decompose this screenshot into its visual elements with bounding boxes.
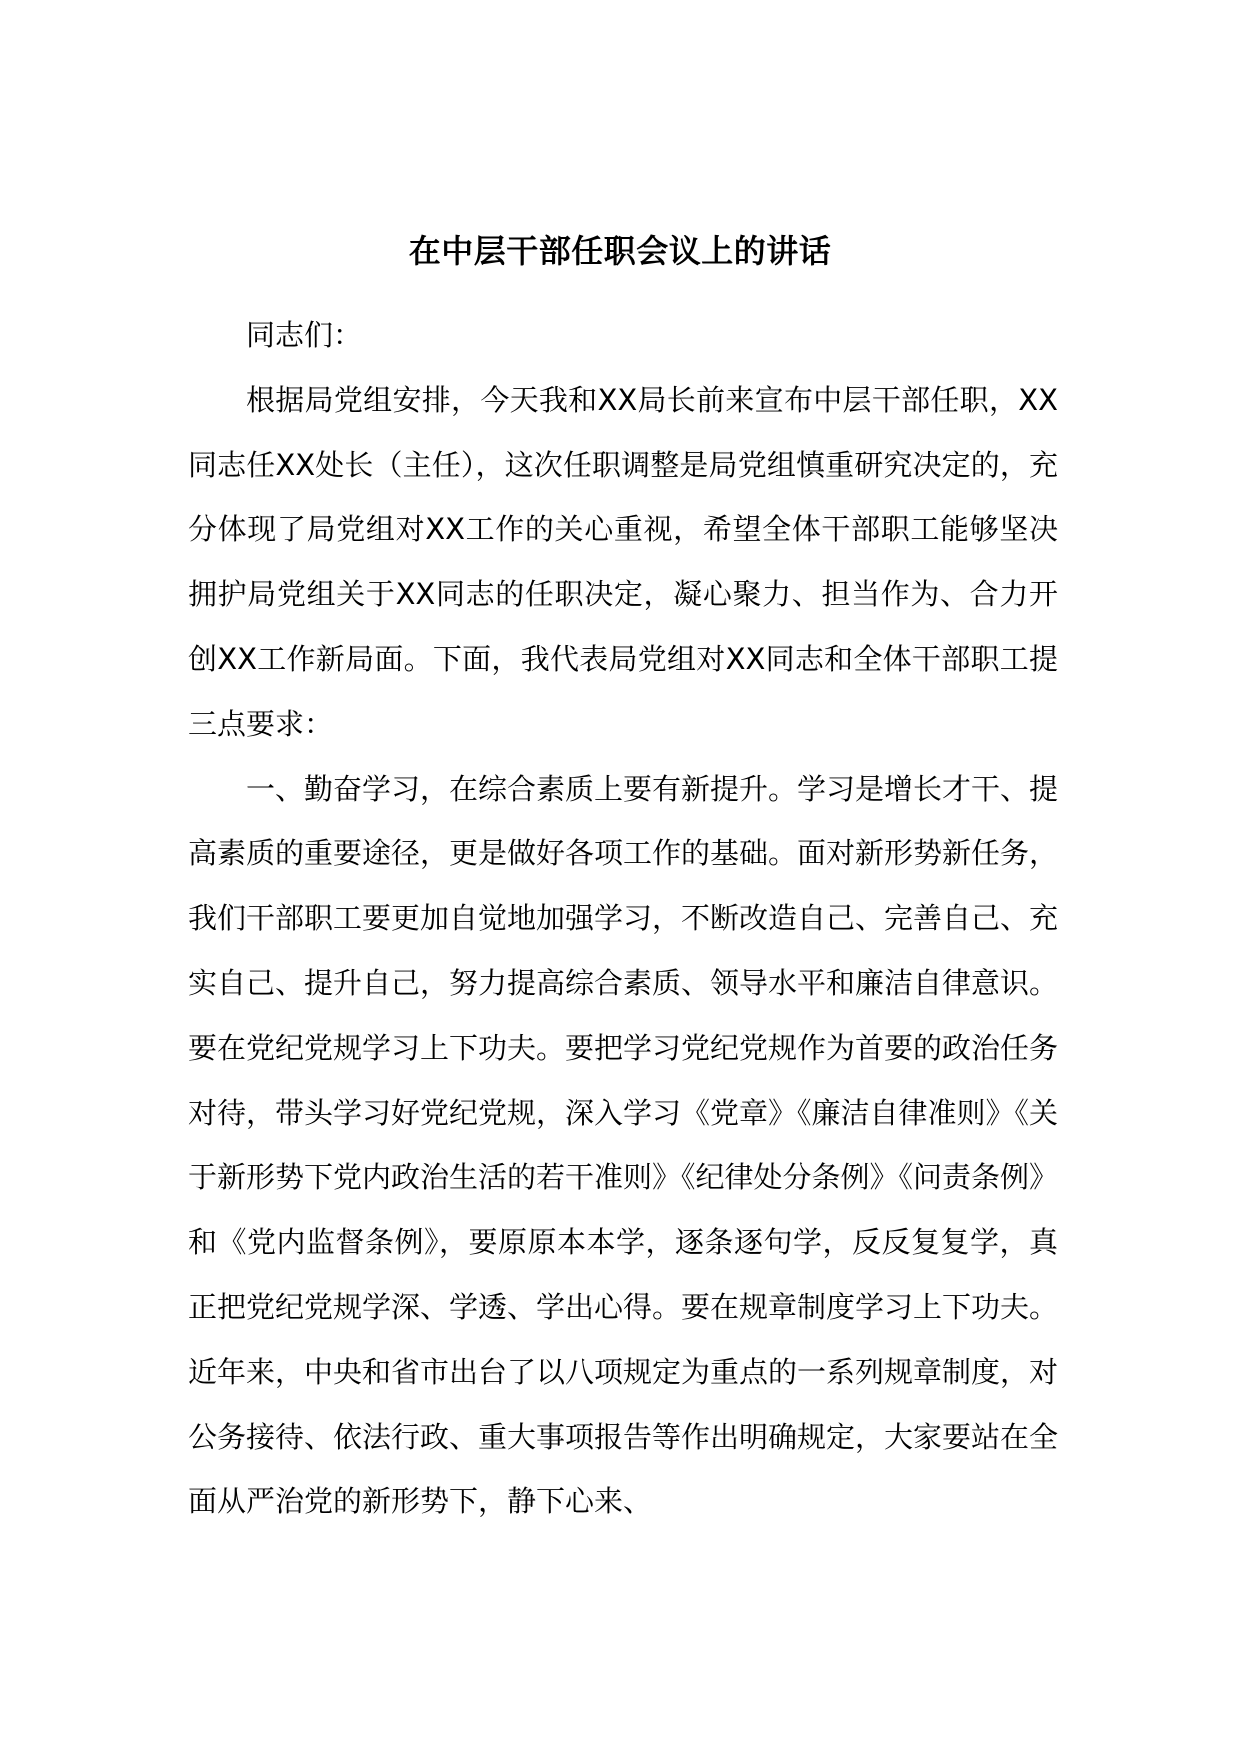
salutation: 同志们：: [246, 318, 363, 352]
paragraph-intro: 根据局党组安排，今天我和XX局长前来宣布中层干部任职，XX同志任XX处长（主任），这次任职调整是局党组慎重研究决定的，充分体现了局党组对XX工作的关心重视，希望全体干部职工能够坚决拥护局党组关于XX同志的任职决定，凝心聚力、担当作为、合力开创XX工作新局面。下面，我代表局党组对XX同志和全体干部职工提三点要求：: [188, 382, 1058, 741]
paragraph-point-one: 一、勤奋学习，在综合素质上要有新提升。学习是增长才干、提高素质的重要途径，更是做好各项工作的基础。面对新形势新任务，我们干部职工要更加自觉地加强学习，不断改造自己、完善自己、充实自己、提升自己，努力提高综合素质、领导水平和廉洁自律意识。要在党纪党规学习上下功夫。要把学习党纪党规作为首要的政治任务对待，带头学习好党纪党规，深入学习《党章》《廉洁自律准则》《关于新形势下党内政治生活的若干准则》《纪律处分条例》《问责条例》和《党内监督条例》，要原原本本学，逐条逐句学，反反复复学，真正把党纪党规学深、学透、学出心得。要在规章制度学习上下功夫。近年来，中央和省市出台了以八项规定为重点的一系列规章制度，对公务接待、依法行政、重大事项报告等作出明确规定，大家要站在全面从严治党的新形势下，静下心来、: [188, 771, 1059, 1519]
document-body: [188, 303, 1058, 1534]
document-title: 在中层干部任职会议上的讲话: [408, 232, 832, 271]
